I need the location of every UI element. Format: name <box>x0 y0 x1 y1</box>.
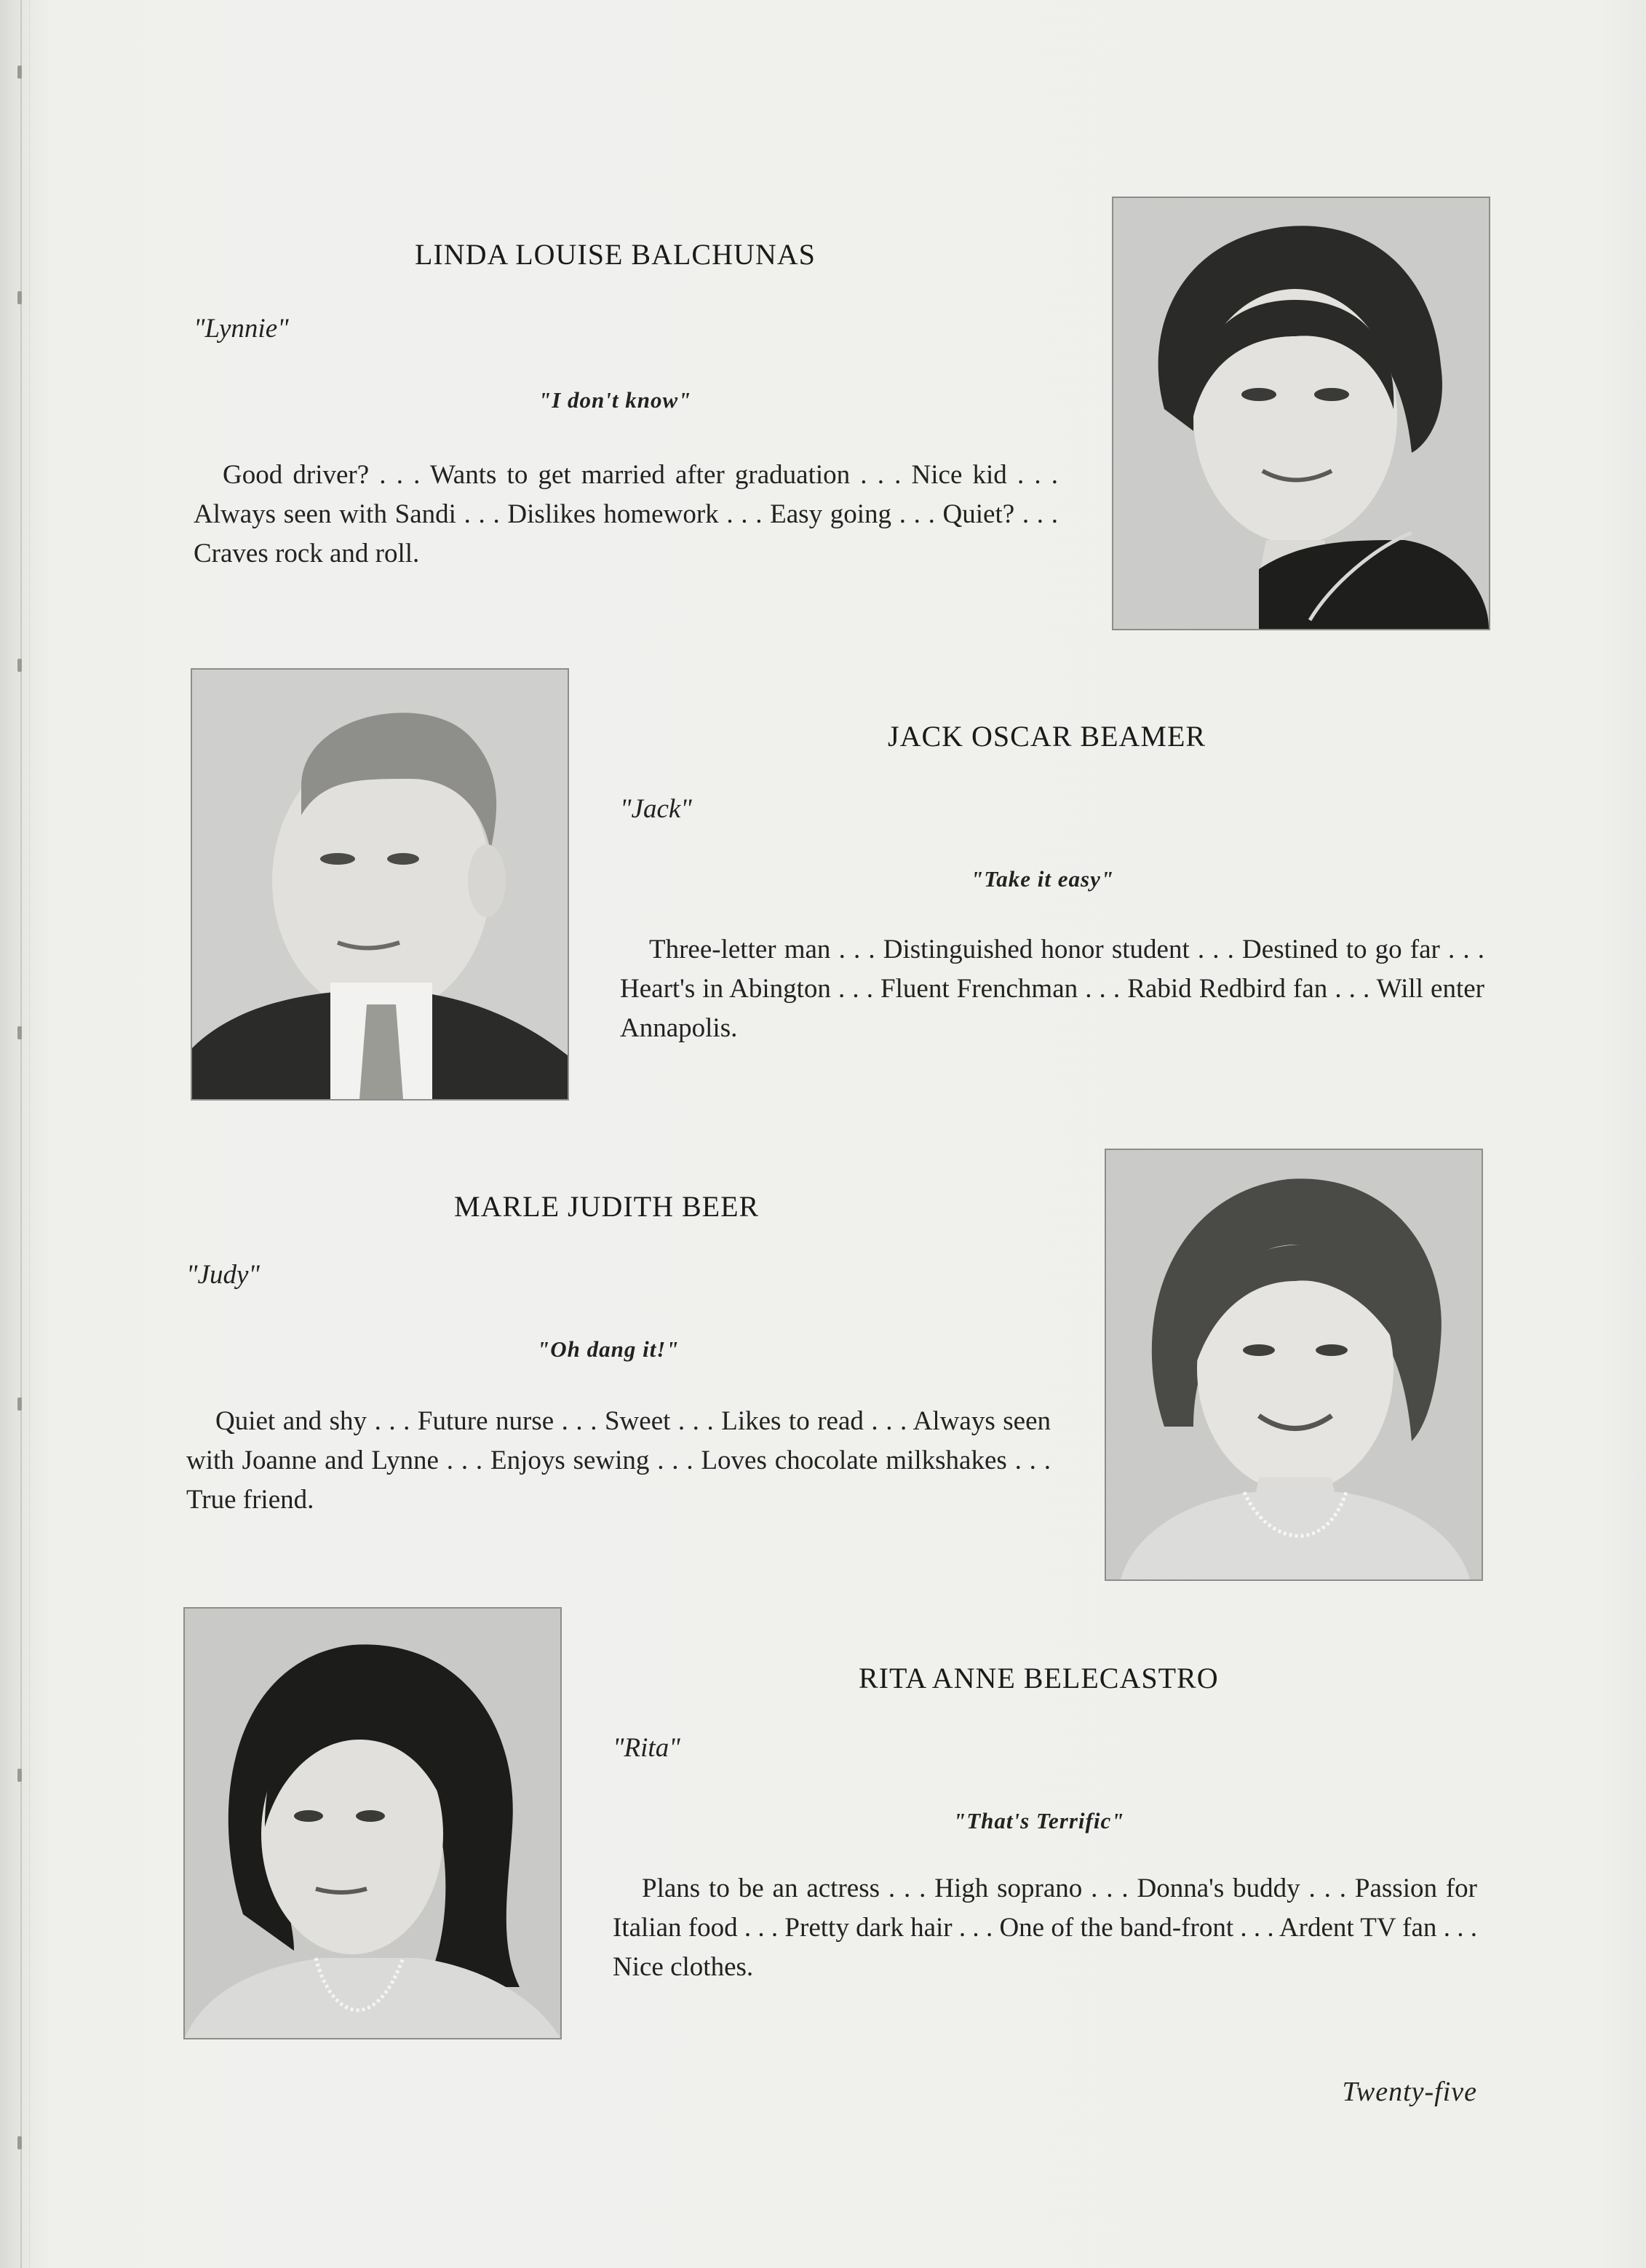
binding-stitch <box>17 659 22 672</box>
student-name: RITA ANNE BELECASTRO <box>859 1662 1219 1694</box>
binding-stitch <box>17 1026 22 1039</box>
student-bio: Plans to be an actress . . . High soprano . . . Donna's buddy . . . Passion for Italian food . . . Pretty dark hair . . . One of the band-front . . . Ardent TV fan . . . Nice clothes. <box>613 1874 1477 1982</box>
portrait-photo-woman <box>1112 197 1490 630</box>
student-name: JACK OSCAR BEAMER <box>888 720 1206 753</box>
student-nickname: "Rita" <box>613 1733 680 1763</box>
binding-stitch <box>17 1769 22 1782</box>
page-number: Twenty-five <box>1342 2077 1477 2107</box>
binding-stitch <box>17 291 22 304</box>
binding-stitch <box>17 2136 22 2149</box>
portrait-photo-woman <box>1105 1149 1483 1581</box>
student-bio: Quiet and shy . . . Future nurse . . . Sweet . . . Likes to read . . . Always seen with Joanne and Lynne . . . Enjoys sewing . . . Loves chocolate milkshakes . . . True friend. <box>186 1406 1051 1515</box>
student-motto: "I don't know" <box>538 387 692 413</box>
binding-stitch <box>17 1397 22 1411</box>
student-bio: Three-letter man . . . Distinguished honor student . . . Destined to go far . . . Heart's in Abington . . . Fluent Frenchman . . . Rabid Redbird fan . . . Will enter Annapolis. <box>620 935 1484 1043</box>
student-name: LINDA LOUISE BALCHUNAS <box>415 238 816 271</box>
student-nickname: "Jack" <box>620 794 692 824</box>
student-motto: "Take it easy" <box>971 866 1115 892</box>
binding-stitch <box>17 66 22 79</box>
page-binding <box>20 0 30 2268</box>
student-nickname: "Judy" <box>186 1260 260 1290</box>
student-nickname: "Lynnie" <box>194 314 289 344</box>
student-name: MARLE JUDITH BEER <box>454 1190 760 1223</box>
student-motto: "That's Terrific" <box>953 1808 1125 1833</box>
student-bio: Good driver? . . . Wants to get married after graduation . . . Nice kid . . . Always seen with Sandi . . . Dislikes homework . . . Easy going . . . Quiet? . . . Craves rock and roll. <box>194 460 1058 568</box>
student-motto: "Oh dang it!" <box>537 1336 680 1362</box>
portrait-photo-man <box>191 668 569 1101</box>
portrait-photo-woman <box>183 1607 562 2039</box>
